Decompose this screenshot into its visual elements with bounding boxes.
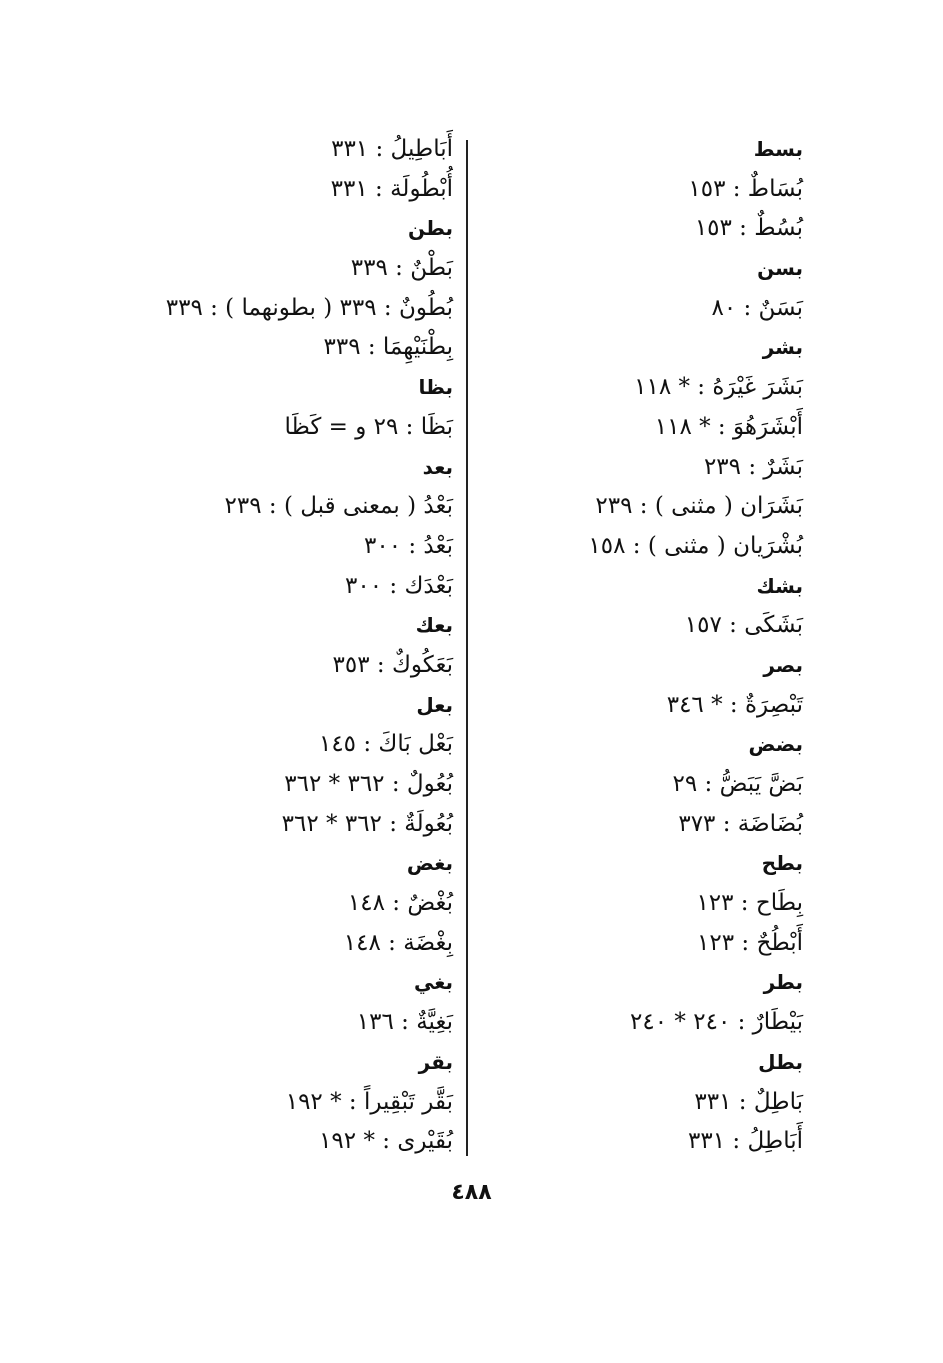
index-entry: بَقَّر تَبْقِيراً : * ١٩٢ [285,1088,453,1115]
root-heading: بطح [761,851,803,876]
index-entry: أَبْشَرَهُوَ : * ١١٨ [654,413,803,440]
root-heading: بطل [758,1049,803,1074]
right-column [543,130,803,1162]
root-heading: بضض [748,732,803,757]
root-heading: بشر [762,335,803,360]
index-entry: بَضَّ يَبَضُّ : ٢٩ [672,771,803,797]
root-heading: بغي [413,970,453,995]
column-divider [466,140,468,1156]
index-entry: أَبَاطِيلُ : ٣٣١ [331,136,453,162]
index-entry: بَعْدُ ( بمعنى قبل ) : ٢٣٩ [224,493,453,520]
index-entry: تَبْصِرَةٌ : * ٣٤٦ [666,691,803,718]
index-entry: بُسُطٌ : ١٥٣ [694,215,803,242]
root-heading: بظا [418,375,453,400]
index-entry: أَبْطُحٌ : ١٢٣ [697,929,803,956]
root-heading: بسط [753,137,803,161]
root-heading: بطر [763,970,803,995]
page-number: ٤٨٨ [451,1180,492,1205]
index-entry: بَعْدَك : ٣٠٠ [345,572,453,599]
index-entry: بَعْل بَاكَ : ١٤٥ [318,731,453,758]
index-entry: بُطُونٌ : ٣٣٩ ( بطونهما ) : ٣٣٩ [165,294,453,321]
index-entry: بُقَيْرى : * ١٩٢ [319,1128,453,1155]
index-entry: بَغِيَّةٌ : ١٣٦ [356,1009,453,1036]
index-entry: بَشَرٌ : ٢٣٩ [703,453,803,480]
index-entry: بُشْرَيان ( مثنى ) : ١٥٨ [588,532,803,559]
index-entry: بِطَاح : ١٢٣ [696,890,803,917]
index-entry: أُبْطُولَة : ٣٣١ [330,175,453,202]
index-entry: بَسَنٌ : ٨٠ [711,294,803,321]
root-heading: بسن [757,256,803,281]
index-entry: بُسَاطٌ : ١٥٣ [688,175,803,202]
index-entry: بِغْضَة : ١٤٨ [343,929,453,956]
index-entry: بَشَرَان ( مثنى ) : ٢٣٩ [595,493,803,520]
root-heading: بقر [418,1049,453,1074]
index-entry: بَيْطَارٌ : ٢٤٠ * ٢٤٠ [630,1009,803,1036]
root-heading: بطن [408,216,453,241]
root-heading: بعد [422,454,453,479]
index-entry: بَشَرَ غَيْرَهُ : * ١١٨ [634,374,803,401]
index-entry: بَطْنٌ : ٣٣٩ [350,255,453,282]
root-heading: بشك [756,573,803,598]
left-column [123,130,453,1162]
index-entry: بَظَا : ٢٩ و = كَظَا [284,413,453,440]
index-entry: بَعَكُوكٌ : ٣٥٣ [332,651,453,678]
index-entry: بَاطِلٌ : ٣٣١ [694,1088,803,1115]
root-heading: بصر [763,652,803,677]
root-heading: بعل [416,692,453,717]
index-entry: بُعُولَةٌ : ٣٦٢ * ٣٦٢ [281,810,453,837]
index-entry: بُضَاضَة : ٣٧٣ [678,810,803,837]
root-heading: بغض [406,851,453,876]
index-entry: بَشَكَى : ١٥٧ [684,612,803,639]
index-entry: بَعْدُ : ٣٠٠ [363,532,453,559]
root-heading: بعك [415,613,453,638]
index-entry: أَبَاطِلُ : ٣٣١ [688,1128,803,1155]
index-entry: بِطْنَيْهِمَا : ٣٣٩ [323,334,453,361]
index-entry: بُعُولٌ : ٣٦٢ * ٣٦٢ [284,771,453,797]
index-entry: بُغْضٌ : ١٤٨ [347,890,453,917]
